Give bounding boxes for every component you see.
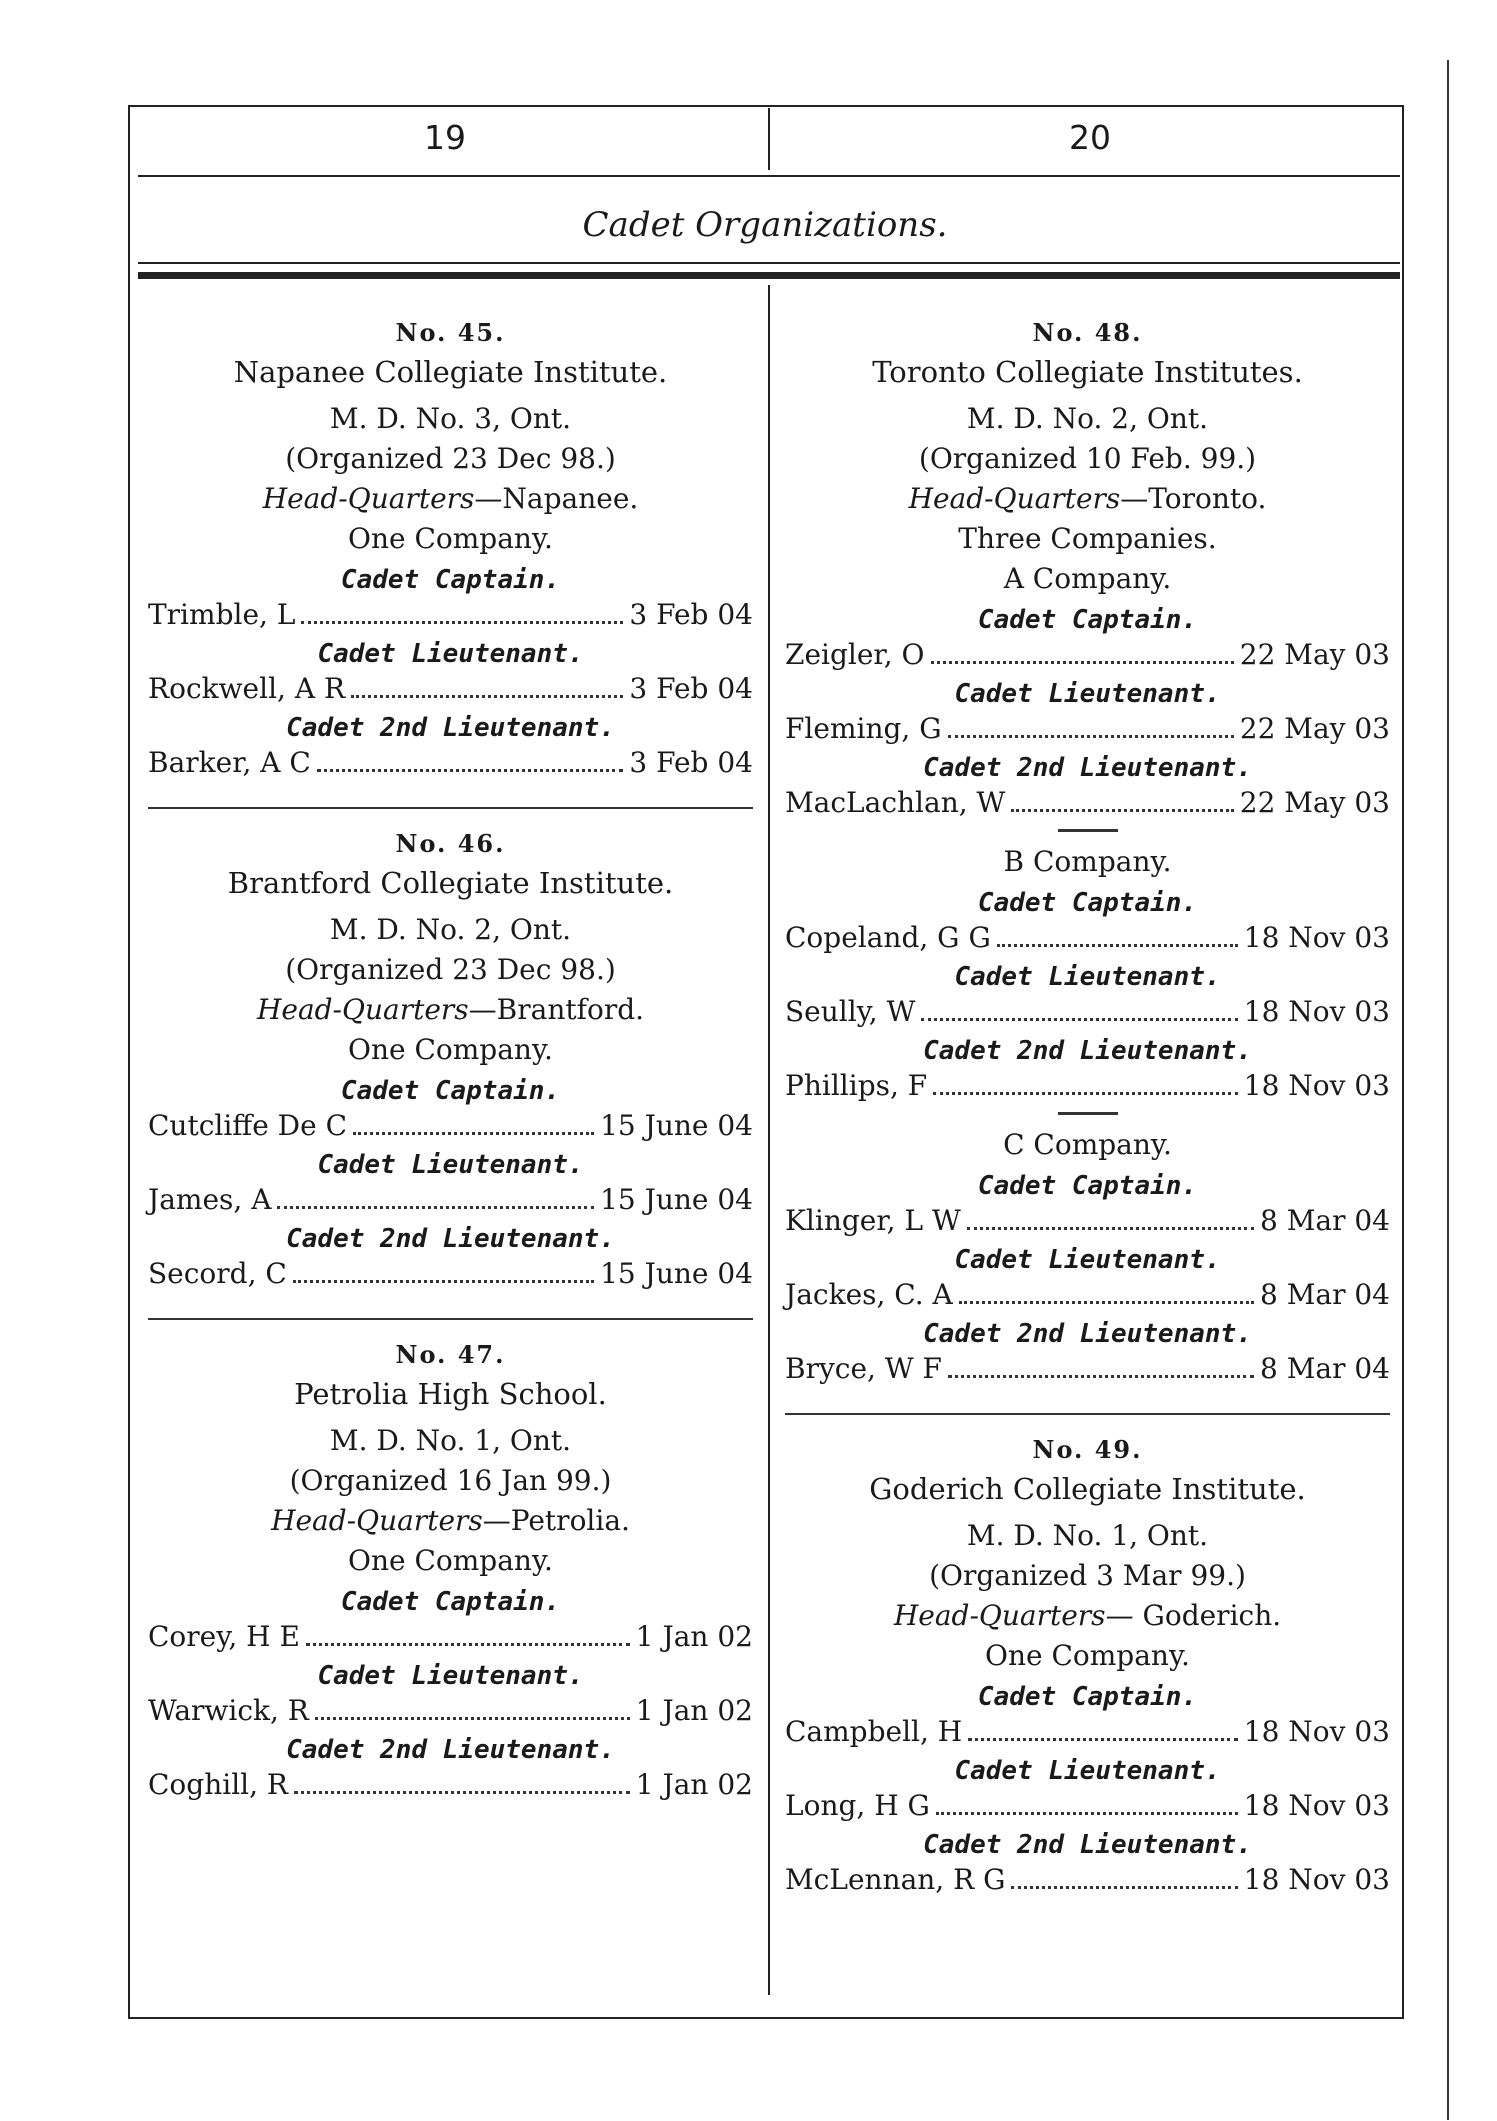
- appointment-date: 18 Nov 03: [1243, 1715, 1390, 1748]
- officer-entry: [148, 745, 753, 781]
- officer-entry: [785, 1277, 1390, 1313]
- appointment-date: 3 Feb 04: [629, 746, 753, 779]
- rank-heading: Cadet Lieutenant.: [317, 639, 584, 669]
- leader-dots: [351, 695, 623, 698]
- officer-entry: [785, 1714, 1390, 1750]
- officer-name: Campbell, H: [785, 1715, 963, 1748]
- rank-heading: Cadet Captain.: [340, 565, 561, 595]
- rank-heading: Cadet Captain.: [340, 1076, 561, 1106]
- company-label: A Company.: [1003, 562, 1172, 595]
- appointment-date: 3 Feb 04: [629, 598, 753, 631]
- appointment-date: 18 Nov 03: [1243, 1789, 1390, 1822]
- officer-name: Fleming, G: [785, 712, 942, 745]
- organized-date: (Organized 23 Dec 98.): [285, 442, 616, 475]
- leader-dots: [931, 661, 1234, 664]
- officer-entry: [785, 637, 1390, 673]
- institute-name: Brantford Collegiate Institute.: [227, 866, 674, 900]
- officer-entry: [148, 1767, 753, 1803]
- officer-entry: [785, 785, 1390, 821]
- facing-page-edge: [1447, 60, 1449, 2120]
- rank-heading: Cadet Lieutenant.: [954, 1756, 1221, 1786]
- appointment-date: 18 Nov 03: [1243, 1863, 1390, 1896]
- unit-number: No. 49.: [1032, 1435, 1143, 1464]
- company-count: One Company.: [348, 1544, 553, 1577]
- section-separator: [785, 1413, 1390, 1415]
- officer-name: Phillips, F: [785, 1069, 928, 1102]
- unit-number: No. 47.: [395, 1340, 506, 1369]
- leader-dots: [306, 1643, 630, 1646]
- hq-label: Head-Quarters: [256, 993, 469, 1026]
- leader-dots: [967, 1227, 1254, 1230]
- officer-name: Corey, H E: [148, 1620, 300, 1653]
- unit-number: No. 48.: [1032, 318, 1143, 347]
- officer-name: Rockwell, A R: [148, 672, 346, 705]
- officer-entry: [148, 671, 753, 707]
- title-rule-thick: [138, 272, 1400, 279]
- company-label: C Company.: [1003, 1128, 1172, 1161]
- leader-dots: [933, 1092, 1238, 1095]
- rank-heading: Cadet 2nd Lieutenant.: [286, 1735, 615, 1765]
- officer-entry: [148, 1108, 753, 1144]
- officer-name: Secord, C: [148, 1257, 287, 1290]
- hq-label: Head-Quarters: [271, 1504, 483, 1537]
- page-title: Cadet Organizations.: [582, 205, 948, 245]
- officer-entry: [785, 920, 1390, 956]
- appointment-date: 8 Mar 04: [1260, 1204, 1390, 1237]
- rank-heading: Cadet 2nd Lieutenant.: [923, 753, 1252, 783]
- officer-name: MacLachlan, W: [785, 786, 1006, 819]
- military-district: M. D. No. 1, Ont.: [329, 1424, 572, 1457]
- organized-date: (Organized 16 Jan 99.): [289, 1464, 612, 1497]
- leader-dots: [959, 1301, 1254, 1304]
- section-separator: [148, 807, 753, 809]
- company-label: B Company.: [1003, 845, 1172, 878]
- company-count: One Company.: [348, 1033, 553, 1066]
- officer-name: Zeigler, O: [785, 638, 925, 671]
- title-rule-thin: [138, 262, 1400, 264]
- rank-heading: Cadet Lieutenant.: [317, 1150, 584, 1180]
- rank-heading: Cadet Captain.: [977, 605, 1198, 635]
- officer-name: Seully, W: [785, 995, 916, 1028]
- leader-dots: [353, 1132, 594, 1135]
- leader-dots: [997, 944, 1238, 947]
- officer-name: Klinger, L W: [785, 1204, 961, 1237]
- appointment-date: 22 May 03: [1239, 712, 1390, 745]
- unit-number: No. 45.: [395, 318, 506, 347]
- appointment-date: 22 May 03: [1239, 786, 1390, 819]
- hq-place: — Goderich.: [1105, 1599, 1282, 1632]
- headquarters: [148, 479, 753, 519]
- officer-name: Copeland, G G: [785, 921, 991, 954]
- rank-heading: Cadet Lieutenant.: [954, 679, 1221, 709]
- rank-heading: Cadet 2nd Lieutenant.: [923, 1036, 1252, 1066]
- officer-name: McLennan, R G: [785, 1863, 1006, 1896]
- leader-dots: [294, 1791, 630, 1794]
- officer-name: Warwick, R: [148, 1694, 309, 1727]
- leader-dots: [948, 735, 1234, 738]
- headquarters: [148, 1501, 753, 1541]
- appointment-date: 3 Feb 04: [629, 672, 753, 705]
- leader-dots: [921, 1018, 1237, 1021]
- hq-label: Head-Quarters: [262, 482, 475, 515]
- appointment-date: 15 June 04: [600, 1183, 753, 1216]
- hq-label: Head-Quarters: [908, 482, 1121, 515]
- appointment-date: 18 Nov 03: [1243, 995, 1390, 1028]
- rank-heading: Cadet 2nd Lieutenant.: [286, 713, 615, 743]
- appointment-date: 1 Jan 02: [635, 1768, 753, 1801]
- officer-name: Long, H G: [785, 1789, 930, 1822]
- officer-entry: [785, 1862, 1390, 1898]
- officer-entry: [785, 1351, 1390, 1387]
- institute-name: Petrolia High School.: [294, 1377, 607, 1411]
- leader-dots: [317, 769, 624, 772]
- military-district: M. D. No. 2, Ont.: [966, 402, 1209, 435]
- column-divider: [768, 285, 770, 1995]
- rank-heading: Cadet Captain.: [977, 1171, 1198, 1201]
- appointment-date: 18 Nov 03: [1243, 921, 1390, 954]
- officer-entry: [148, 1693, 753, 1729]
- headquarters: [785, 1596, 1390, 1636]
- rank-heading: Cadet 2nd Lieutenant.: [286, 1224, 615, 1254]
- headquarters: [148, 990, 753, 1030]
- organized-date: (Organized 10 Feb. 99.): [918, 442, 1257, 475]
- officer-name: Jackes, C. A: [785, 1278, 953, 1311]
- officer-name: James, A: [148, 1183, 272, 1216]
- company-count: Three Companies.: [958, 522, 1217, 555]
- company-separator: [1058, 1112, 1118, 1115]
- rank-heading: Cadet 2nd Lieutenant.: [923, 1830, 1252, 1860]
- leader-dots: [293, 1280, 594, 1283]
- rank-heading: Cadet 2nd Lieutenant.: [923, 1319, 1252, 1349]
- military-district: M. D. No. 1, Ont.: [966, 1519, 1209, 1552]
- appointment-date: 18 Nov 03: [1243, 1069, 1390, 1102]
- hq-place: —Toronto.: [1120, 482, 1267, 515]
- appointment-date: 1 Jan 02: [635, 1694, 753, 1727]
- institute-name: Goderich Collegiate Institute.: [869, 1472, 1306, 1506]
- leader-dots: [948, 1375, 1254, 1378]
- officer-entry: [785, 994, 1390, 1030]
- leader-dots: [1011, 809, 1233, 812]
- left-page-number: 19: [424, 118, 466, 157]
- officer-name: Bryce, W F: [785, 1352, 942, 1385]
- officer-entry: [785, 1203, 1390, 1239]
- hq-label: Head-Quarters: [893, 1599, 1106, 1632]
- institute-name: Napanee Collegiate Institute.: [233, 355, 668, 389]
- rank-heading: Cadet Captain.: [977, 888, 1198, 918]
- appointment-date: 1 Jan 02: [635, 1620, 753, 1653]
- section-separator: [148, 1318, 753, 1320]
- officer-name: Barker, A C: [148, 746, 311, 779]
- officer-name: Trimble, L: [148, 598, 296, 631]
- institute-name: Toronto Collegiate Institutes.: [872, 355, 1303, 389]
- military-district: M. D. No. 2, Ont.: [329, 913, 572, 946]
- right-page-number: 20: [1069, 118, 1111, 157]
- rank-heading: Cadet Lieutenant.: [317, 1661, 584, 1691]
- officer-entry: [785, 711, 1390, 747]
- leader-dots: [936, 1812, 1238, 1815]
- officer-entry: [148, 1256, 753, 1292]
- company-count: One Company.: [985, 1639, 1190, 1672]
- officer-name: Coghill, R: [148, 1768, 288, 1801]
- company-separator: [1058, 829, 1118, 832]
- hq-place: —Brantford.: [468, 993, 645, 1026]
- rank-heading: Cadet Lieutenant.: [954, 962, 1221, 992]
- hq-place: —Petrolia.: [482, 1504, 630, 1537]
- rank-heading: Cadet Lieutenant.: [954, 1245, 1221, 1275]
- appointment-date: 15 June 04: [600, 1257, 753, 1290]
- officer-entry: [785, 1068, 1390, 1104]
- officer-entry: [785, 1788, 1390, 1824]
- officer-entry: [148, 597, 753, 633]
- leader-dots: [315, 1717, 630, 1720]
- right-column: [785, 300, 1390, 1898]
- rank-heading: Cadet Captain.: [977, 1682, 1198, 1712]
- organized-date: (Organized 3 Mar 99.): [929, 1559, 1246, 1592]
- officer-entry: [148, 1619, 753, 1655]
- leader-dots: [277, 1206, 594, 1209]
- hq-place: —Napanee.: [474, 482, 639, 515]
- officer-entry: [148, 1182, 753, 1218]
- header-rule: [138, 175, 1400, 177]
- header-divider: [768, 108, 770, 170]
- headquarters: [785, 479, 1390, 519]
- officer-name: Cutcliffe De C: [148, 1109, 348, 1142]
- unit-number: No. 46.: [395, 829, 506, 858]
- rank-heading: Cadet Captain.: [340, 1587, 561, 1617]
- leader-dots: [301, 621, 623, 624]
- appointment-date: 22 May 03: [1239, 638, 1390, 671]
- organized-date: (Organized 23 Dec 98.): [285, 953, 616, 986]
- left-column: [148, 300, 753, 1803]
- military-district: M. D. No. 3, Ont.: [329, 402, 572, 435]
- appointment-date: 15 June 04: [600, 1109, 753, 1142]
- appointment-date: 8 Mar 04: [1260, 1352, 1390, 1385]
- leader-dots: [1011, 1886, 1237, 1889]
- company-count: One Company.: [348, 522, 553, 555]
- leader-dots: [968, 1738, 1238, 1741]
- appointment-date: 8 Mar 04: [1260, 1278, 1390, 1311]
